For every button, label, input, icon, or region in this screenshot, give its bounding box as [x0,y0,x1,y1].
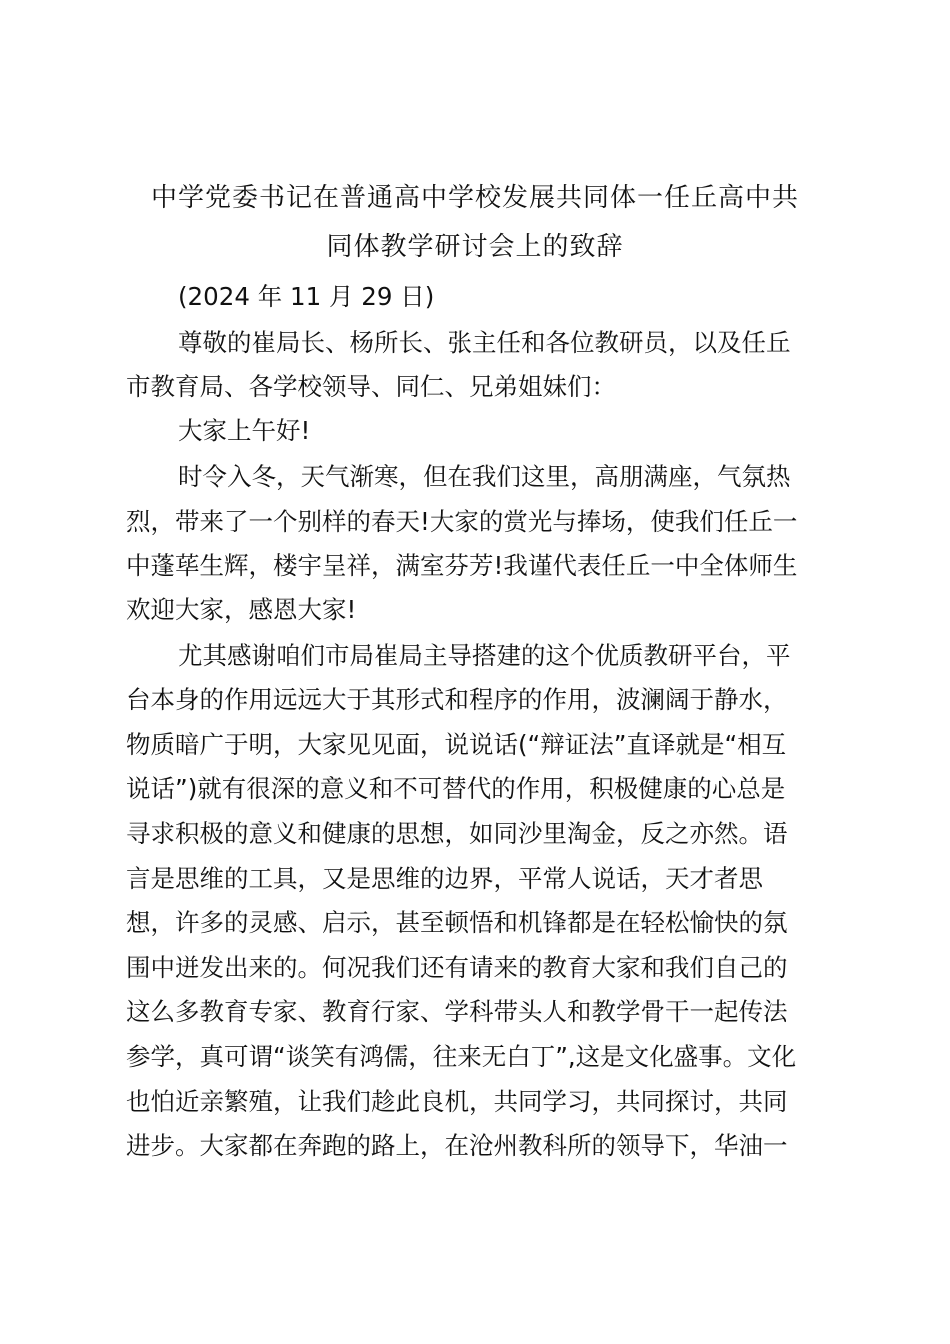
body-line: 欢迎大家，感恩大家! [126,595,357,624]
body-line: 围中迸发出来的。何况我们还有请来的教育大家和我们自己的 [126,953,788,982]
body-line: 进步。大家都在奔跑的路上，在沧州教科所的领导下，华油一 [126,1131,788,1160]
salutation-line: 市教育局、各学校领导、同仁、兄弟姐妹们： [126,372,616,401]
greeting-line: 大家上午好! [178,416,311,445]
body-line: 说话”)就有很深的意义和不可替代的作用，积极健康的心总是 [126,774,786,803]
body-line: 烈，带来了一个别样的春天!大家的赏光与捧场，使我们任丘一 [126,507,798,536]
body-line: 想，许多的灵感、启示，甚至顿悟和机锋都是在轻松愉快的氛 [126,908,788,937]
salutation-line: 尊敬的崔局长、杨所长、张主任和各位教研员，以及任丘 [178,328,791,357]
body-line: 台本身的作用远远大于其形式和程序的作用，波澜阔于静水， [126,685,788,714]
body-line: 中蓬荜生辉，楼宇呈祥，满室芬芳!我谨代表任丘一中全体师生 [126,551,798,580]
speech-date: (2024 年 11 月 29 日) [178,282,435,311]
body-line: 物质暗广于明，大家见见面，说说话(“辩证法”直译就是“相互 [126,730,787,759]
body-line: 尤其感谢咱们市局崔局主导搭建的这个优质教研平台，平 [178,641,791,670]
document-title-line-2: 同体教学研讨会上的致辞 [326,232,624,262]
body-line: 时令入冬，天气渐寒，但在我们这里，高朋满座，气氛热 [178,462,791,491]
body-line: 言是思维的工具，又是思维的边界，平常人说话，天才者思 [126,864,763,893]
body-line: 这么多教育专家、教育行家、学科带头人和教学骨干一起传法 [126,997,788,1026]
body-line: 参学，真可谓“谈笑有鸿儒，往来无白丁”,这是文化盛事。文化 [126,1042,797,1071]
document-title-line-1: 中学党委书记在普通高中学校发展共同体一任丘高中共 [150,183,799,213]
body-line: 寻求积极的意义和健康的思想，如同沙里淘金，反之亦然。语 [126,819,788,848]
body-line: 也怕近亲繁殖，让我们趁此良机，共同学习，共同探讨，共同 [126,1087,788,1116]
